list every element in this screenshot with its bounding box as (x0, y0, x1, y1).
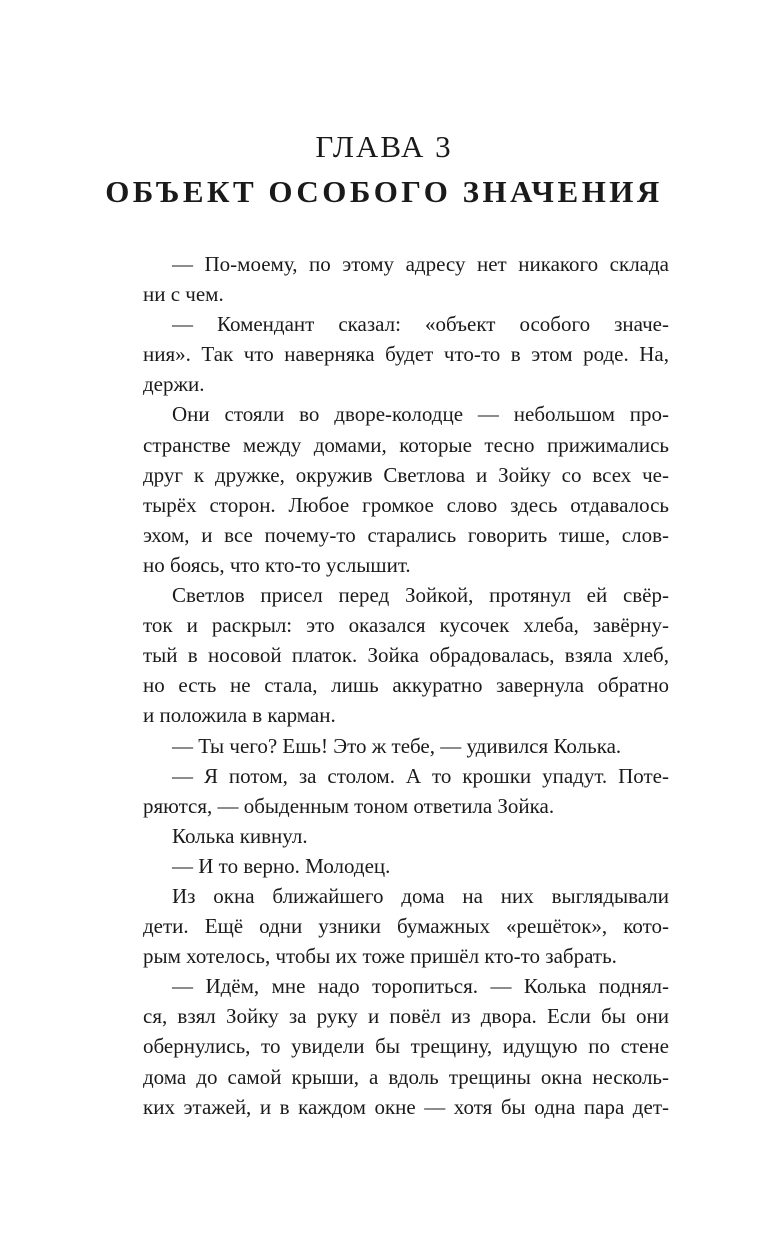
text-line: Из окна ближайшего дома на них выглядывали (172, 883, 669, 908)
text-line: ния». Так что наверняка будет что-то в этом роде. На, (143, 342, 669, 367)
text-line: Светлов присел перед Зойкой, протянул ей свёр- (172, 583, 669, 608)
text-line: ся, взял Зойку за руку и повёл из двора. Если бы они (143, 1004, 669, 1029)
text-line: Они стояли во дворе-колодце — небольшом про- (172, 402, 669, 427)
text-line: — Идём, мне надо торопиться. — Колька поднял- (172, 974, 669, 999)
body-text (143, 249, 669, 1122)
text-line: ни с чем. (143, 282, 224, 307)
text-line: обернулись, то увидели бы трещину, идущую по стене (143, 1034, 669, 1059)
text-line: — И то верно. Молодец. (172, 853, 391, 878)
chapter-number: ГЛАВА 3 (315, 129, 453, 164)
text-line: но есть не стала, лишь аккуратно завернула обратно (143, 673, 669, 698)
text-line: друг к дружке, окружив Светлова и Зойку со всех че- (143, 462, 669, 487)
text-line: ток и раскрыл: это оказался кусочек хлеба, завёрну- (143, 613, 669, 638)
text-line: ких этажей, и в каждом окне — хотя бы одна пара дет- (143, 1094, 669, 1119)
text-line: ряются, — обыденным тоном ответила Зойка. (143, 793, 555, 818)
text-line: — Комендант сказал: «объект особого значе- (172, 312, 669, 337)
text-line: рым хотелось, чтобы их тоже пришёл кто-то забрать. (143, 944, 617, 969)
text-line: тырёх сторон. Любое громкое слово здесь отдавалось (143, 492, 669, 517)
text-line: но боясь, что кто-то услышит. (143, 552, 411, 577)
text-line: и положила в карман. (143, 703, 336, 728)
text-line: тый в носовой платок. Зойка обрадовалась, взяла хлеб, (143, 643, 669, 668)
text-line: эхом, и все почему-то старались говорить тише, слов- (143, 522, 669, 547)
text-line: странстве между домами, которые тесно прижимались (143, 432, 669, 457)
text-line: держи. (143, 372, 205, 397)
text-line: — По-моему, по этому адресу нет никакого склада (172, 252, 669, 276)
text-line: дома до самой крыши, а вдоль трещины окна несколь- (143, 1064, 669, 1089)
chapter-title: ОБЪЕКТ ОСОБОГО ЗНАЧЕНИЯ (105, 174, 663, 209)
text-line: — Я потом, за столом. А то крошки упадут. Поте- (172, 763, 669, 788)
text-line: — Ты чего? Ешь! Это ж тебе, — удивился Колька. (172, 733, 622, 758)
text-line: Колька кивнул. (172, 823, 308, 848)
text-line: дети. Ещё одни узники бумажных «решёток», кото- (143, 914, 669, 939)
